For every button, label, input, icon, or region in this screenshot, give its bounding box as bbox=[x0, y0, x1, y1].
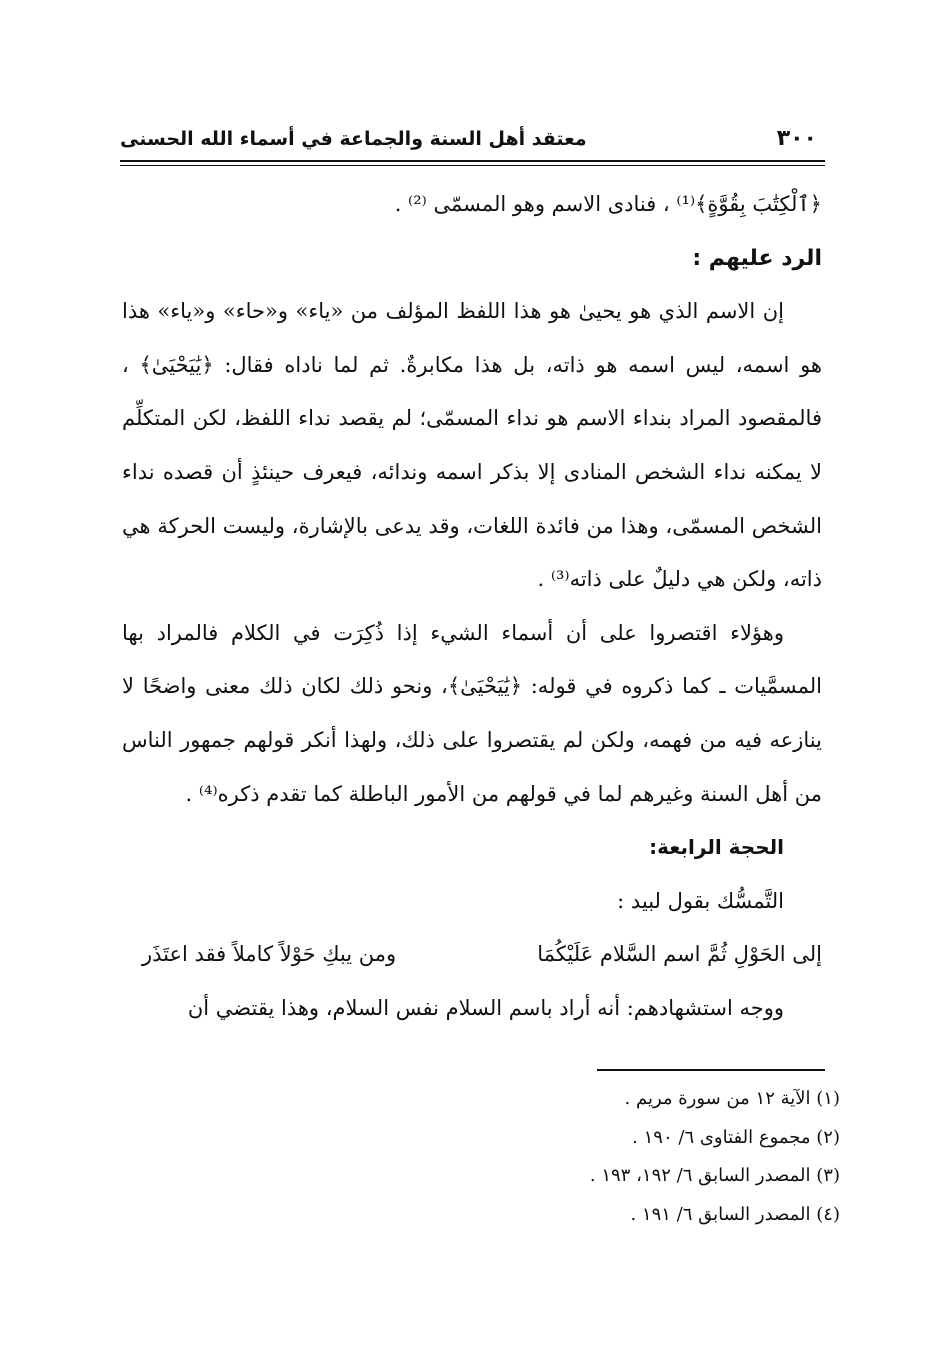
footnote-3: (٣) المصدر السابق ٦/ ١٩٢، ١٩٣ . bbox=[589, 1165, 840, 1186]
paragraph-names: وهؤلاء اقتصروا على أن أسماء الشيء إذا ذُكِرَت في الكلام فالمراد بها المسمَّيات ـ كما ذكروه في قوله: ﴿يَٰيَحْيَىٰ﴾، ونحو ذلك لكان ذلك معنى واضحًا لا ينازعه فيه من فهمه، ولكن لم يقتصروا على ذلك، ولهذا أنكر قولهم جمهور الناس من أهل السنة وغيرهم لما في قولهم من الأمور الباطلة كما تقدم ذكره⁽⁴⁾ . bbox=[122, 620, 822, 806]
page-number: ٣٠٠ bbox=[776, 126, 817, 151]
heading-reply: الرد عليهم : bbox=[692, 245, 822, 271]
footnote-2: (٢) مجموع الفتاوى ٦/ ١٩٠ . bbox=[632, 1126, 840, 1148]
running-title: معتقد أهل السنة والجماعة في أسماء الله الحسنى bbox=[120, 128, 587, 150]
footnote-separator bbox=[597, 1069, 825, 1071]
poem-verse bbox=[122, 928, 822, 982]
running-header bbox=[120, 124, 825, 158]
footnote-1: (١) الآية ١٢ من سورة مريم . bbox=[624, 1088, 840, 1109]
footnotes bbox=[300, 1080, 840, 1234]
heading-fourth-argument: الحجة الرابعة: bbox=[649, 835, 784, 860]
header-rule bbox=[120, 160, 825, 166]
continuation-line: ﴿ٱلْكِتَٰبَ بِقُوَّةٍ﴾⁽¹⁾ ، فنادى الاسم وهو المسمّى ⁽²⁾ . bbox=[394, 192, 822, 216]
poem-hemistich-second: ومن يبكِ حَوْلاً كاملاً فقد اعتَذَر bbox=[142, 942, 397, 967]
labid-intro: التَّمسُّك بقول لبيد : bbox=[617, 888, 784, 913]
paragraph-evidence: ووجه استشهادهم: أنه أراد باسم السلام نفس السلام، وهذا يقتضي أن bbox=[187, 995, 784, 1020]
main-text bbox=[122, 178, 822, 1036]
paragraph-reply: إن الاسم الذي هو يحيىٰ هو هذا اللفظ المؤلف من «ياء» و«حاء» و«ياء» هذا هو اسمه، ليس اسمه هو ذاته، بل هذا مكابرةٌ. ثم لما ناداه فقال: ﴿يَٰيَحْيَىٰ﴾ ، فالمقصود المراد بنداء الاسم هو نداء المسمّى؛ لم يقصد نداء اللفظ، لكن المتكلِّم لا يمكنه نداء الشخص المنادى إلا بذكر اسمه وندائه، فيعرف حينئذٍ أن قصده نداء الشخص المسمّى، وهذا من فائدة اللغات، وقد يدعى بالإشارة، وليست الحركة هي ذاته، ولكن هي دليلٌ على ذاته⁽³⁾ . bbox=[122, 299, 822, 592]
footnote-4: (٤) المصدر السابق ٦/ ١٩١ . bbox=[630, 1203, 840, 1225]
poem-hemistich-first: إلى الحَوْلِ ثُمَّ اسم السَّلام عَلَيْكُمَا bbox=[537, 942, 822, 967]
